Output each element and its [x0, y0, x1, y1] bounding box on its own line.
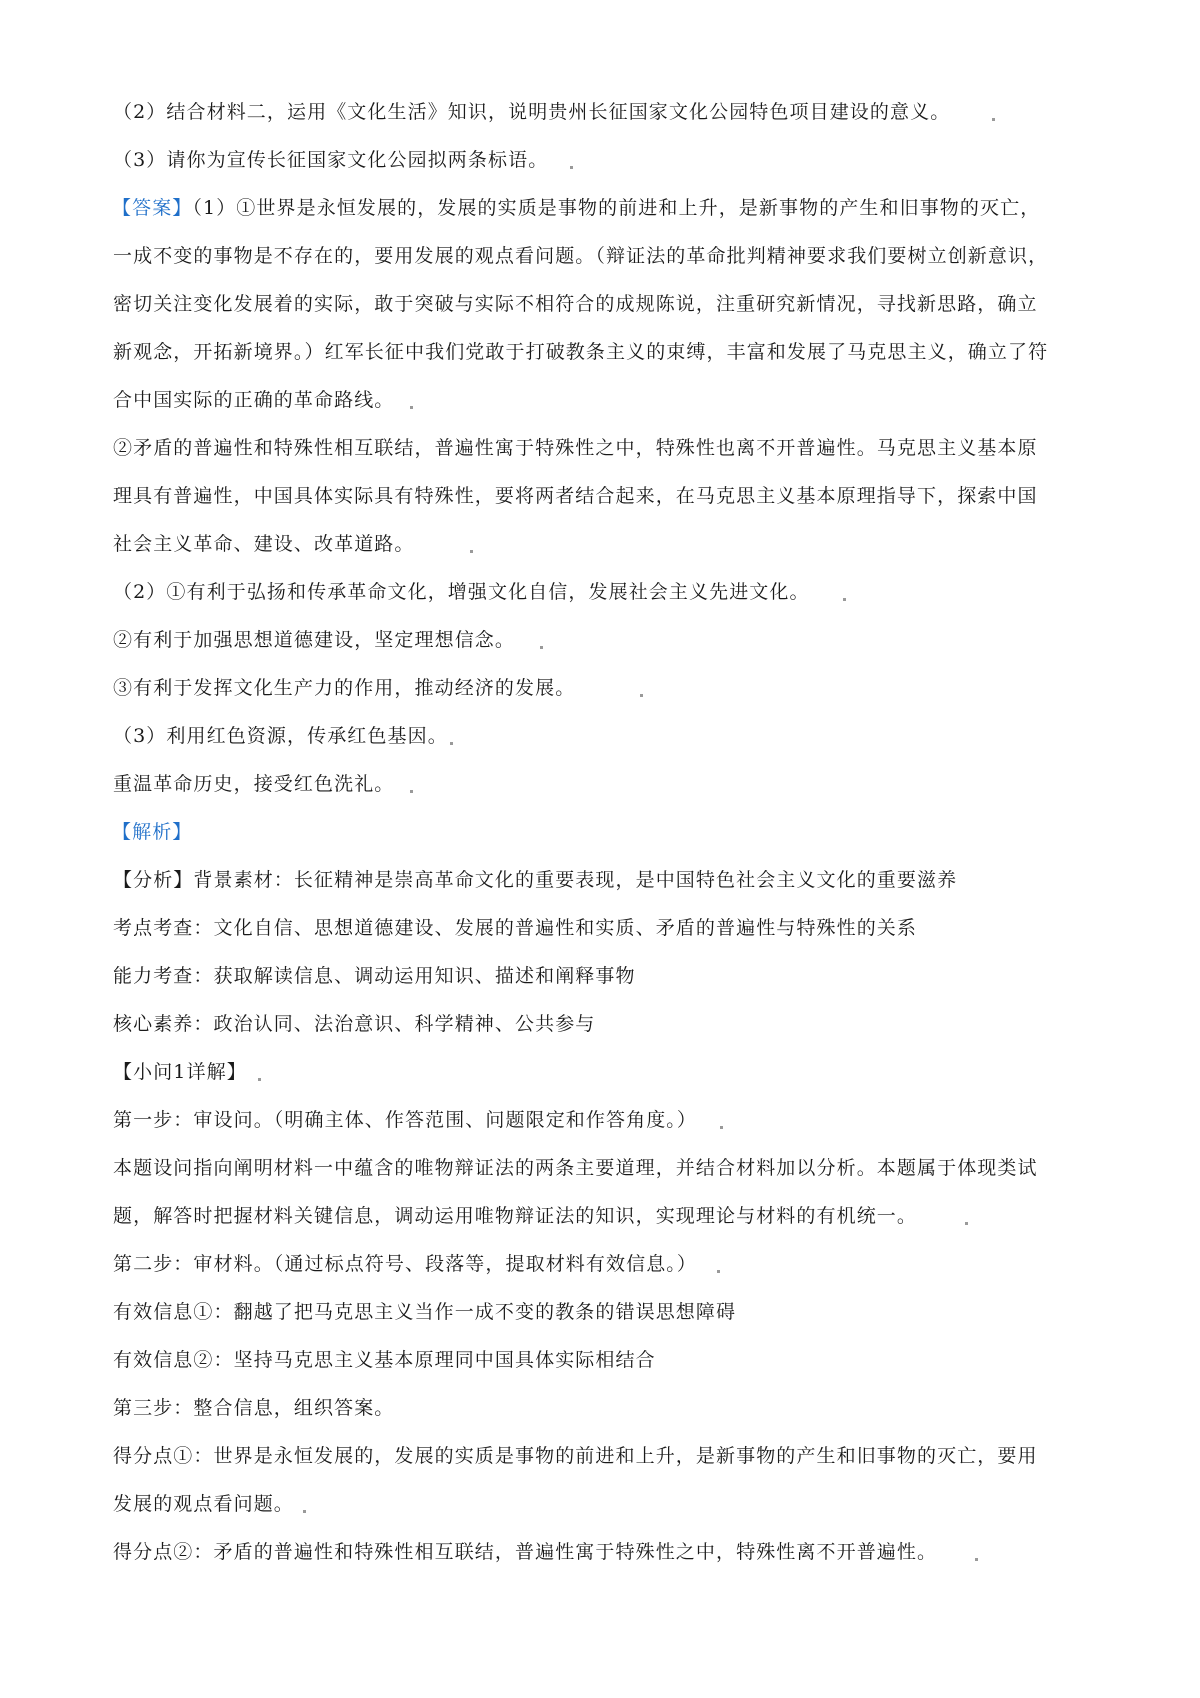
analysis-line: 能力考查：获取解读信息、调动运用知识、描述和阐释事物	[113, 965, 636, 987]
scan-mark	[258, 1078, 261, 1081]
answer-line: 新观念，开拓新境界。）红军长征中我们党敢于打破教条主义的束缚，丰富和发展了马克思主义，确立了符	[113, 341, 1049, 363]
answer-line: ②有利于加强思想道德建设，坚定理想信念。	[113, 629, 516, 651]
scan-mark	[540, 646, 543, 649]
answer-line: ②矛盾的普遍性和特殊性相互联结，普遍性寓于特殊性之中，特殊性也离不开普遍性。马克思主义基本原	[113, 437, 1038, 459]
scan-mark	[570, 166, 573, 169]
answer-line: 【答案】（1）①世界是永恒发展的，发展的实质是事物的前进和上升，是新事物的产生和旧事物的灭亡，	[112, 197, 1041, 219]
answer-line: 重温革命历史，接受红色洗礼。	[113, 773, 395, 795]
analysis-line: 有效信息①：翻越了把马克思主义当作一成不变的教条的错误思想障碍	[113, 1301, 737, 1323]
answer-line: （2）①有利于弘扬和传承革命文化，增强文化自信，发展社会主义先进文化。	[113, 581, 810, 603]
analysis-line: 有效信息②：坚持马克思主义基本原理同中国具体实际相结合	[113, 1349, 656, 1371]
scan-mark	[975, 1558, 978, 1561]
analysis-tag: 【解析】	[112, 821, 193, 843]
scan-mark	[720, 1126, 723, 1129]
analysis-line: 得分点①：世界是永恒发展的，发展的实质是事物的前进和上升，是新事物的产生和旧事物的灭亡，要用	[113, 1445, 1038, 1467]
answer-line: ③有利于发挥文化生产力的作用，推动经济的发展。	[113, 677, 576, 699]
answer-line: 社会主义革命、建设、改革道路。	[113, 533, 415, 555]
question-2: （2）结合材料二，运用《文化生活》知识，说明贵州长征国家文化公园特色项目建设的意义。	[113, 101, 951, 123]
answer-line: 理具有普遍性，中国具体实际具有特殊性，要将两者结合起来，在马克思主义基本原理指导下，探索中国	[113, 485, 1038, 507]
analysis-line: 第一步：审设问。（明确主体、作答范围、问题限定和作答角度。）	[113, 1109, 698, 1131]
analysis-line: 考点考查：文化自信、思想道德建设、发展的普遍性和实质、矛盾的普遍性与特殊性的关系	[113, 917, 918, 939]
scan-mark	[640, 694, 643, 697]
scan-mark	[303, 1510, 306, 1513]
answer-line: 密切关注变化发展着的实际，敢于突破与实际不相符合的成规陈说，注重研究新情况，寻找新思路，确立	[113, 293, 1038, 315]
scan-mark	[992, 118, 995, 121]
analysis-line: 发展的观点看问题。	[113, 1493, 294, 1515]
scan-mark	[410, 406, 413, 409]
analysis-line: 题，解答时把握材料关键信息，调动运用唯物辩证法的知识，实现理论与材料的有机统一。	[113, 1205, 918, 1227]
scan-mark	[843, 598, 846, 601]
subquestion-heading: 【小问1详解】	[113, 1061, 247, 1083]
analysis-line: 本题设问指向阐明材料一中蕴含的唯物辩证法的两条主要道理，并结合材料加以分析。本题属于体现类试	[113, 1157, 1038, 1179]
scan-mark	[965, 1222, 968, 1225]
answer-line: 一成不变的事物是不存在的，要用发展的观点看问题。（辩证法的革命批判精神要求我们要树立创新意识，	[113, 245, 1049, 267]
analysis-line: 【分析】背景素材：长征精神是崇高革命文化的重要表现，是中国特色社会主义文化的重要滋养	[113, 869, 958, 891]
scan-mark	[450, 742, 453, 745]
analysis-line: 得分点②：矛盾的普遍性和特殊性相互联结，普遍性寓于特殊性之中，特殊性离不开普遍性。	[113, 1541, 938, 1563]
answer-line: （3）利用红色资源，传承红色基因。	[113, 725, 448, 747]
scan-mark	[410, 790, 413, 793]
answer-line: 合中国实际的正确的革命路线。	[113, 389, 395, 411]
answer-tag: 【答案】	[112, 197, 193, 219]
analysis-line: 第三步：整合信息，组织答案。	[113, 1397, 395, 1419]
analysis-line: 第二步：审材料。（通过标点符号、段落等，提取材料有效信息。）	[113, 1253, 698, 1275]
scan-mark	[470, 550, 473, 553]
analysis-line: 核心素养：政治认同、法治意识、科学精神、公共参与	[113, 1013, 596, 1035]
scan-mark	[717, 1270, 720, 1273]
analysis-heading	[112, 820, 1102, 844]
question-3: （3）请你为宣传长征国家文化公园拟两条标语。	[113, 149, 549, 171]
